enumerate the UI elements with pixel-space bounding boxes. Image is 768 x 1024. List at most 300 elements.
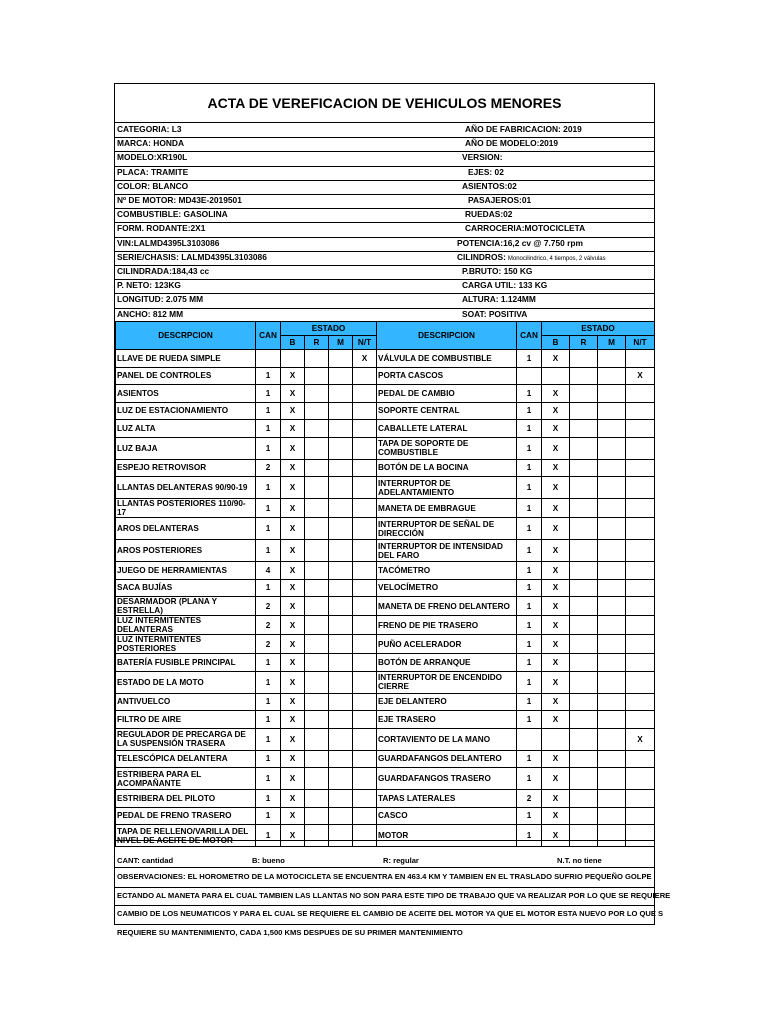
item-state-m-left — [329, 750, 353, 768]
item-state-m-left — [329, 728, 353, 750]
item-state-b-right: X — [542, 671, 570, 693]
item-state-r-left — [305, 616, 329, 635]
table-row — [116, 579, 655, 597]
item-state-r-left — [305, 518, 329, 540]
item-state-b-left: X — [281, 728, 305, 750]
item-quantity-left: 1 — [256, 768, 281, 790]
item-state-nt-left: X — [353, 350, 377, 368]
info-row — [115, 138, 654, 152]
item-quantity-left: 1 — [256, 437, 281, 459]
info-row — [115, 124, 654, 138]
table-row — [116, 562, 655, 580]
info-row — [115, 280, 654, 294]
info-right — [462, 181, 517, 191]
observation-text: CAMBIO DE LOS NEUMATICOS Y PARA EL CUAL SE REQUIERE EL CAMBIO DE ACEITE DEL MOTOR YA QUE EL MOTOR ESTA NUEVO POR LO QUE S — [117, 909, 664, 918]
item-quantity-right: 1 — [517, 635, 542, 654]
item-description-right: INTERRUPTOR DE INTENSIDAD DEL FARO — [377, 540, 517, 562]
item-quantity-left: 4 — [256, 562, 281, 580]
item-quantity-left: 2 — [256, 597, 281, 616]
info-row — [115, 195, 654, 209]
divider — [115, 924, 654, 925]
item-description-right: INTERRUPTOR DE SEÑAL DE DIRECCIÓN — [377, 518, 517, 540]
legend-cant: CANT: cantidad — [117, 856, 174, 865]
item-quantity-left — [256, 350, 281, 368]
item-state-nt-left — [353, 671, 377, 693]
item-state-nt-left — [353, 385, 377, 403]
item-state-m-right — [598, 616, 626, 635]
item-state-m-right — [598, 597, 626, 616]
table-row — [116, 635, 655, 654]
item-quantity-left: 1 — [256, 579, 281, 597]
item-state-nt-left — [353, 750, 377, 768]
item-quantity-right: 1 — [517, 420, 542, 438]
item-state-m-right — [598, 711, 626, 729]
item-state-nt-right — [626, 562, 655, 580]
item-state-b-left: X — [281, 654, 305, 672]
item-quantity-right: 1 — [517, 597, 542, 616]
item-description-right: GUARDAFANGOS TRASERO — [377, 768, 517, 790]
item-state-r-right — [570, 654, 598, 672]
header-b-left: B — [281, 336, 305, 350]
item-state-r-right — [570, 437, 598, 459]
item-state-m-right — [598, 790, 626, 808]
item-description-right: MANETA DE FRENO DELANTERO — [377, 597, 517, 616]
table-row — [116, 540, 655, 562]
item-quantity-left: 1 — [256, 654, 281, 672]
item-state-nt-right — [626, 597, 655, 616]
table-row — [116, 654, 655, 672]
item-state-b-right: X — [542, 499, 570, 518]
item-state-b-left: X — [281, 597, 305, 616]
header-descripcion-right: DESCRIPCION — [377, 322, 517, 350]
item-state-r-left — [305, 711, 329, 729]
item-state-b-right: X — [542, 654, 570, 672]
info-right-label: PASAJEROS:01 — [468, 195, 532, 205]
item-quantity-right: 1 — [517, 654, 542, 672]
item-state-m-right — [598, 437, 626, 459]
table-row — [116, 711, 655, 729]
item-quantity-right: 1 — [517, 579, 542, 597]
inspection-table — [115, 321, 655, 847]
item-state-b-right: X — [542, 459, 570, 477]
info-row — [115, 266, 654, 280]
item-state-nt-right: X — [626, 728, 655, 750]
table-row — [116, 597, 655, 616]
item-description-right: EJE DELANTERO — [377, 693, 517, 711]
item-state-nt-right — [626, 654, 655, 672]
item-description-left: LUZ BAJA — [116, 437, 256, 459]
item-quantity-right: 1 — [517, 671, 542, 693]
item-state-b-left: X — [281, 402, 305, 420]
item-state-r-right — [570, 579, 598, 597]
item-state-nt-left — [353, 825, 377, 847]
info-left: COLOR: BLANCO — [117, 180, 189, 191]
item-quantity-right: 1 — [517, 711, 542, 729]
item-state-b-right: X — [542, 768, 570, 790]
item-description-left: TAPA DE RELLENO/VARILLA DEL NIVEL DE ACEITE DE MOTOR — [116, 825, 256, 847]
item-quantity-left: 2 — [256, 459, 281, 477]
item-state-r-right — [570, 499, 598, 518]
observation-text: OBSERVACIONES: EL HOROMETRO DE LA MOTOCICLETA SE ENCUENTRA EN 463.4 KM Y TAMBIEN EN EL TRASLADO SUFRIO PEQUEÑO GOLPE — [117, 872, 652, 881]
item-state-nt-right — [626, 635, 655, 654]
item-quantity-left: 1 — [256, 693, 281, 711]
item-state-r-left — [305, 635, 329, 654]
item-state-m-right — [598, 540, 626, 562]
table-row — [116, 790, 655, 808]
item-state-m-left — [329, 402, 353, 420]
info-right-label: AÑO DE MODELO:2019 — [465, 138, 559, 149]
item-quantity-right: 1 — [517, 459, 542, 477]
item-state-m-left — [329, 385, 353, 403]
item-quantity-left: 1 — [256, 477, 281, 499]
item-state-nt-left — [353, 597, 377, 616]
item-state-r-left — [305, 597, 329, 616]
item-state-b-left: X — [281, 385, 305, 403]
info-left: LONGITUD: 2.075 MM — [117, 294, 204, 305]
item-state-m-right — [598, 477, 626, 499]
item-description-right: TACÓMETRO — [377, 562, 517, 580]
item-state-nt-left — [353, 807, 377, 825]
item-state-nt-right — [626, 825, 655, 847]
item-description-left: ESTRIBERA PARA EL ACOMPAÑANTE — [116, 768, 256, 790]
table-row — [116, 750, 655, 768]
item-state-b-right: X — [542, 579, 570, 597]
item-quantity-left: 1 — [256, 711, 281, 729]
item-state-b-left: X — [281, 499, 305, 518]
item-description-left: ESPEJO RETROVISOR — [116, 459, 256, 477]
item-state-m-left — [329, 420, 353, 438]
item-state-r-left — [305, 671, 329, 693]
item-state-nt-left — [353, 635, 377, 654]
item-state-m-left — [329, 616, 353, 635]
item-state-m-right — [598, 367, 626, 385]
info-left: CILINDRADA:184,43 cc — [117, 266, 210, 276]
item-state-m-left — [329, 579, 353, 597]
item-state-m-right — [598, 768, 626, 790]
item-state-b-right: X — [542, 385, 570, 403]
item-state-nt-right — [626, 459, 655, 477]
item-state-r-right — [570, 825, 598, 847]
info-right-label: EJES: 02 — [468, 166, 504, 177]
item-state-b-right: X — [542, 518, 570, 540]
item-state-r-left — [305, 459, 329, 477]
item-quantity-right: 1 — [517, 437, 542, 459]
item-state-nt-right — [626, 540, 655, 562]
info-right — [457, 238, 583, 248]
item-state-r-left — [305, 807, 329, 825]
info-right — [462, 280, 547, 290]
item-state-nt-left — [353, 420, 377, 438]
info-right — [462, 309, 527, 319]
item-description-left: LUZ DE ESTACIONAMIENTO — [116, 402, 256, 420]
item-state-nt-right — [626, 807, 655, 825]
item-quantity-left: 1 — [256, 420, 281, 438]
item-state-r-left — [305, 790, 329, 808]
item-state-nt-left — [353, 562, 377, 580]
table-row — [116, 459, 655, 477]
item-state-nt-left — [353, 540, 377, 562]
table-row — [116, 825, 655, 847]
item-quantity-right: 1 — [517, 616, 542, 635]
info-right-label: P.BRUTO: 150 KG — [462, 266, 533, 276]
item-state-nt-right — [626, 711, 655, 729]
item-state-r-left — [305, 402, 329, 420]
item-description-left: AROS DELANTERAS — [116, 518, 256, 540]
item-state-m-left — [329, 518, 353, 540]
info-right — [457, 252, 606, 262]
item-state-nt-right — [626, 579, 655, 597]
table-row — [116, 477, 655, 499]
item-description-left: ESTADO DE LA MOTO — [116, 671, 256, 693]
item-state-r-left — [305, 579, 329, 597]
item-state-m-right — [598, 499, 626, 518]
info-right — [468, 195, 531, 205]
item-state-m-left — [329, 540, 353, 562]
item-state-nt-left — [353, 437, 377, 459]
item-state-b-right: X — [542, 350, 570, 368]
item-quantity-right — [517, 367, 542, 385]
divider — [115, 122, 654, 123]
item-state-m-right — [598, 420, 626, 438]
item-state-m-right — [598, 654, 626, 672]
item-description-left: LUZ ALTA — [116, 420, 256, 438]
item-state-b-left — [281, 350, 305, 368]
item-state-b-right: X — [542, 420, 570, 438]
info-right-label: ALTURA: 1.124MM — [462, 294, 536, 305]
item-state-m-left — [329, 790, 353, 808]
info-right — [465, 124, 582, 134]
item-quantity-left: 2 — [256, 616, 281, 635]
legend-bueno: B: bueno — [252, 856, 285, 865]
item-state-m-left — [329, 807, 353, 825]
header-descripcion-left: DESCRPCION — [116, 322, 256, 350]
header-r-right: R — [570, 336, 598, 350]
table-row — [116, 671, 655, 693]
item-description-right: EJE TRASERO — [377, 711, 517, 729]
item-description-left: FILTRO DE AIRE — [116, 711, 256, 729]
item-state-m-right — [598, 402, 626, 420]
info-left: P. NETO: 123KG — [117, 280, 181, 291]
item-state-r-left — [305, 693, 329, 711]
item-state-b-right: X — [542, 693, 570, 711]
item-state-m-left — [329, 597, 353, 616]
item-state-m-right — [598, 750, 626, 768]
item-state-m-left — [329, 562, 353, 580]
item-state-r-right — [570, 350, 598, 368]
item-state-b-left: X — [281, 825, 305, 847]
info-right-label: RUEDAS:02 — [465, 209, 513, 220]
item-state-b-left: X — [281, 459, 305, 477]
header-can-right: CAN — [517, 322, 542, 350]
item-quantity-left: 1 — [256, 750, 281, 768]
item-state-b-left: X — [281, 807, 305, 825]
item-description-right: TAPAS LATERALES — [377, 790, 517, 808]
info-right-label: POTENCIA:16,2 cv @ 7.750 rpm — [457, 237, 583, 248]
item-state-nt-right — [626, 477, 655, 499]
item-state-r-left — [305, 385, 329, 403]
item-state-m-right — [598, 459, 626, 477]
info-row — [115, 238, 654, 252]
item-description-left: TELESCÓPICA DELANTERA — [116, 750, 256, 768]
info-left: CATEGORIA: L3 — [117, 124, 182, 134]
item-description-left: SACA BUJÍAS — [116, 579, 256, 597]
item-description-right: INTERRUPTOR DE ADELANTAMIENTO — [377, 477, 517, 499]
info-left: SERIE/CHASIS: LALMD4395L3103086 — [117, 251, 267, 262]
item-state-m-right — [598, 562, 626, 580]
table-row — [116, 518, 655, 540]
item-state-r-left — [305, 420, 329, 438]
item-state-b-right: X — [542, 597, 570, 616]
info-right-label: SOAT: POSITIVA — [462, 308, 528, 319]
item-state-nt-left — [353, 402, 377, 420]
info-row — [115, 181, 654, 195]
item-description-right: CABALLETE LATERAL — [377, 420, 517, 438]
info-row — [115, 223, 654, 237]
item-state-r-left — [305, 477, 329, 499]
item-state-r-right — [570, 518, 598, 540]
item-state-b-right: X — [542, 437, 570, 459]
item-state-r-right — [570, 807, 598, 825]
item-state-r-left — [305, 768, 329, 790]
item-quantity-right — [517, 728, 542, 750]
observation-text: ECTANDO AL MANETA PARA EL CUAL TAMBIEN LAS LLANTAS NO SON PARA ESTE TIPO DE TRABAJO QUE VA REALIZAR POR LO QUE SE REQUIERE — [117, 890, 671, 900]
info-left: MODELO:XR190L — [117, 152, 188, 163]
info-left: Nº DE MOTOR: MD43E-2019501 — [117, 195, 242, 205]
item-description-right: GUARDAFANGOS DELANTERO — [377, 750, 517, 768]
info-right-label: AÑO DE FABRICACION: 2019 — [465, 124, 582, 134]
header-can-left: CAN — [256, 322, 281, 350]
item-state-nt-left — [353, 367, 377, 385]
item-state-m-left — [329, 635, 353, 654]
item-description-left: ASIENTOS — [116, 385, 256, 403]
form-title: ACTA DE VEREFICACION DE VEHICULOS MENORES — [207, 95, 562, 111]
header-m-left: M — [329, 336, 353, 350]
item-description-left: PANEL DE CONTROLES — [116, 367, 256, 385]
item-state-b-left: X — [281, 579, 305, 597]
table-row — [116, 437, 655, 459]
item-quantity-right: 1 — [517, 693, 542, 711]
item-description-right: PORTA CASCOS — [377, 367, 517, 385]
item-state-r-right — [570, 540, 598, 562]
item-description-left: AROS POSTERIORES — [116, 540, 256, 562]
item-description-right: INTERRUPTOR DE ENCENDIDO CIERRE — [377, 671, 517, 693]
item-state-r-right — [570, 635, 598, 654]
item-state-m-left — [329, 693, 353, 711]
table-row — [116, 499, 655, 518]
info-right — [468, 167, 504, 177]
item-state-m-right — [598, 518, 626, 540]
item-state-b-right: X — [542, 402, 570, 420]
item-description-left: LLANTAS POSTERIORES 110/90-17 — [116, 499, 256, 518]
item-quantity-left: 1 — [256, 518, 281, 540]
item-state-r-left — [305, 540, 329, 562]
item-quantity-left: 1 — [256, 499, 281, 518]
item-state-nt-right — [626, 499, 655, 518]
divider — [115, 867, 654, 868]
item-state-nt-left — [353, 477, 377, 499]
item-state-nt-left — [353, 579, 377, 597]
item-quantity-left: 2 — [256, 635, 281, 654]
item-state-r-left — [305, 654, 329, 672]
item-state-b-left: X — [281, 693, 305, 711]
item-state-m-left — [329, 671, 353, 693]
item-state-r-right — [570, 768, 598, 790]
item-state-b-left: X — [281, 790, 305, 808]
item-state-b-left: X — [281, 616, 305, 635]
table-row — [116, 350, 655, 368]
item-state-nt-right — [626, 402, 655, 420]
item-state-b-right: X — [542, 807, 570, 825]
table-row — [116, 385, 655, 403]
item-state-m-left — [329, 711, 353, 729]
item-quantity-right: 1 — [517, 540, 542, 562]
item-quantity-right: 1 — [517, 518, 542, 540]
table-row — [116, 768, 655, 790]
item-description-left: LLANTAS DELANTERAS 90/90-19 — [116, 477, 256, 499]
item-state-nt-left — [353, 459, 377, 477]
item-state-b-left: X — [281, 635, 305, 654]
table-row — [116, 728, 655, 750]
item-quantity-left: 1 — [256, 790, 281, 808]
header-estado-left: ESTADO — [281, 322, 377, 336]
item-state-nt-right — [626, 693, 655, 711]
item-state-nt-right — [626, 750, 655, 768]
item-state-r-left — [305, 562, 329, 580]
item-state-nt-right: X — [626, 367, 655, 385]
item-state-r-right — [570, 402, 598, 420]
item-state-r-right — [570, 693, 598, 711]
item-quantity-right: 1 — [517, 499, 542, 518]
item-description-right: VELOCÍMETRO — [377, 579, 517, 597]
verification-form — [114, 83, 671, 937]
header-m-right: M — [598, 336, 626, 350]
item-state-nt-left — [353, 728, 377, 750]
item-state-m-left — [329, 477, 353, 499]
item-state-m-left — [329, 499, 353, 518]
item-quantity-right: 1 — [517, 385, 542, 403]
item-state-r-left — [305, 437, 329, 459]
item-state-m-right — [598, 579, 626, 597]
item-description-left: JUEGO DE HERRAMIENTAS — [116, 562, 256, 580]
info-row — [115, 209, 654, 223]
item-description-left: LUZ INTERMITENTES DELANTERAS — [116, 616, 256, 635]
item-state-nt-right — [626, 350, 655, 368]
item-state-b-left: X — [281, 477, 305, 499]
item-state-m-left — [329, 654, 353, 672]
item-state-nt-right — [626, 616, 655, 635]
header-nt-left: N/T — [353, 336, 377, 350]
item-description-right: PUÑO ACELERADOR — [377, 635, 517, 654]
item-quantity-left: 1 — [256, 807, 281, 825]
item-quantity-left: 1 — [256, 402, 281, 420]
item-description-right: TAPA DE SOPORTE DE COMBUSTIBLE — [377, 437, 517, 459]
item-description-right: CORTAVIENTO DE LA MANO — [377, 728, 517, 750]
item-state-b-left: X — [281, 437, 305, 459]
item-state-r-right — [570, 597, 598, 616]
item-state-r-right — [570, 459, 598, 477]
item-state-nt-right — [626, 437, 655, 459]
item-quantity-left: 1 — [256, 385, 281, 403]
item-state-m-left — [329, 768, 353, 790]
item-state-nt-right — [626, 790, 655, 808]
item-description-right: MANETA DE EMBRAGUE — [377, 499, 517, 518]
info-right — [465, 209, 512, 219]
item-description-right: BOTÓN DE LA BOCINA — [377, 459, 517, 477]
item-state-m-right — [598, 350, 626, 368]
item-quantity-right: 1 — [517, 562, 542, 580]
info-left: MARCA: HONDA — [117, 138, 184, 149]
item-state-nt-right — [626, 420, 655, 438]
